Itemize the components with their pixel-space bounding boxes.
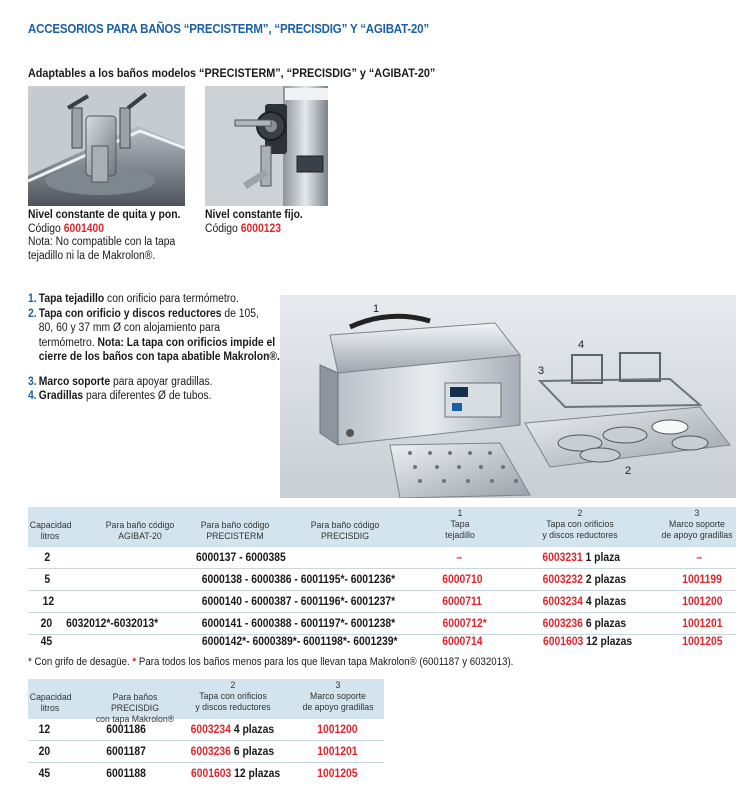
table2-header-marco: 3 Marco soporte de apoyo gradillas bbox=[302, 680, 374, 713]
footnote-part2: Para todos los baños menos para los que llevan tapa Makrolon® (6001187 y 6032013). bbox=[136, 656, 514, 668]
product1-note-line1: Nota: No compatible con la tapa bbox=[28, 236, 176, 248]
table-row bbox=[28, 743, 384, 762]
row-marco: – bbox=[696, 552, 703, 564]
photo-label-3: 3 bbox=[538, 365, 545, 377]
list-item-number: 3. bbox=[28, 375, 37, 388]
table2-header-capacidad: Capacidad litros bbox=[29, 692, 72, 714]
table1-header-marco: 3 Marco soporte de apoyo gradillas bbox=[661, 508, 733, 541]
list-item bbox=[28, 321, 280, 336]
page-subtitle: Adaptables a los baños modelos “PRECISTERM”, “PRECISDIG” y “AGIBAT-20” bbox=[28, 66, 436, 80]
row-marco: 1001205 bbox=[682, 636, 723, 648]
row-marco: 1001200 bbox=[682, 596, 723, 608]
product2-caption bbox=[205, 209, 303, 236]
row-codes: 6000140 - 6000387 - 6001196*- 6001237* bbox=[201, 596, 396, 608]
list-item-number: 2. bbox=[28, 307, 37, 320]
row-plazas: 12 plazas bbox=[234, 768, 281, 780]
row-plazas: 6 plazas bbox=[585, 618, 627, 630]
table-row bbox=[28, 721, 384, 740]
table1-header-agibat: Para baño código AGIBAT-20 bbox=[105, 520, 175, 542]
row-marco: 1001200 bbox=[317, 724, 358, 736]
table1-header-capacidad: Capacidad litros bbox=[29, 520, 72, 542]
list-item bbox=[28, 375, 280, 390]
footnote-star: * bbox=[132, 656, 137, 668]
row-orificios-code: 6001603 bbox=[542, 636, 584, 648]
row-marco: 1001201 bbox=[317, 746, 358, 758]
row-plazas: 2 plazas bbox=[585, 574, 627, 586]
list-item-bold: Gradillas bbox=[38, 390, 84, 402]
row-tapa: – bbox=[456, 552, 463, 564]
row-marco: 1001199 bbox=[682, 574, 722, 586]
list-item bbox=[28, 336, 280, 351]
footnote-part1: * Con grifo de desagüe. bbox=[28, 656, 130, 668]
list-item-number: 4. bbox=[28, 390, 37, 402]
list-item-text: para apoyar gradillas. bbox=[110, 375, 213, 388]
row-code: 6001187 bbox=[106, 746, 146, 758]
product1-code-label: Código bbox=[28, 222, 61, 235]
product2-code-label: Código bbox=[205, 222, 238, 235]
product2-code: 6000123 bbox=[240, 222, 281, 235]
product-photo-fixed-level bbox=[205, 86, 328, 206]
row-tapa: 6000710 bbox=[442, 574, 483, 586]
product1-code: 6001400 bbox=[63, 222, 104, 235]
row-plazas: 12 plazas bbox=[586, 636, 633, 648]
row-capacity: 45 bbox=[40, 636, 53, 648]
table-footnote bbox=[28, 656, 513, 668]
photo-label-2: 2 bbox=[625, 465, 632, 477]
row-plazas: 4 plazas bbox=[233, 724, 275, 736]
bath-accessories-photo bbox=[280, 295, 736, 498]
list-item bbox=[28, 307, 280, 322]
list-item-number bbox=[28, 321, 39, 336]
row-capacity: 12 bbox=[38, 724, 51, 736]
photo-label-4: 4 bbox=[578, 339, 585, 351]
row-plazas: 4 plazas bbox=[585, 596, 627, 608]
table-row bbox=[28, 615, 736, 634]
row-agibat: 6032012*-6032013* bbox=[66, 618, 159, 630]
product2-name: Nivel constante fijo. bbox=[205, 209, 303, 221]
row-tapa: 6000712* bbox=[442, 618, 487, 630]
list-item-bold: cierre de los baños con tapa abatible Makrolon®. bbox=[38, 351, 280, 363]
list-item-number: 1. bbox=[28, 293, 37, 305]
row-orificios-code: 6003236 bbox=[190, 746, 231, 758]
page-title: ACCESORIOS PARA BAÑOS “PRECISTERM”, “PRECISDIG” Y “AGIBAT-20” bbox=[28, 22, 429, 36]
list-item-text: 80, 60 y 37 mm Ø con alojamiento para bbox=[38, 322, 221, 334]
row-orificios-code: 6003232 bbox=[542, 574, 583, 586]
list-item-bold: Tapa tejadillo bbox=[38, 293, 105, 305]
list-item-number bbox=[28, 350, 39, 365]
row-codes: 6000141 - 6000388 - 6001197*- 6001238* bbox=[201, 618, 396, 630]
row-orificios-code: 6003236 bbox=[542, 618, 583, 630]
row-tapa: 6000711 bbox=[442, 596, 482, 608]
table1-header-tapa: 1 Tapa tejadillo bbox=[445, 508, 475, 541]
row-plazas: 1 plaza bbox=[585, 552, 621, 564]
row-capacity: 20 bbox=[40, 618, 53, 630]
list-item-text: para diferentes Ø de tubos. bbox=[83, 390, 212, 402]
list-item bbox=[28, 389, 280, 404]
table2-header-orificios: 2 Tapa con orificios y discos reductores bbox=[195, 680, 271, 713]
list-item-number bbox=[28, 336, 39, 351]
list-item-text: con orificio para termómetro. bbox=[104, 293, 239, 305]
table1-header-precisterm: Para baño código PRECISTERM bbox=[200, 520, 270, 542]
row-capacity: 2 bbox=[44, 552, 51, 564]
row-capacity: 20 bbox=[38, 746, 51, 758]
table-row bbox=[28, 593, 736, 612]
row-plazas: 6 plazas bbox=[233, 746, 275, 758]
product-photo-removable-level bbox=[28, 86, 185, 206]
row-code: 6001188 bbox=[106, 768, 146, 780]
table-row bbox=[28, 571, 736, 590]
table1-header-precisdig: Para baño código PRECISDIG bbox=[310, 520, 380, 542]
row-orificios-code: 6003234 bbox=[542, 596, 583, 608]
row-orificios-code: 6003234 bbox=[190, 724, 231, 736]
photo-label-1: 1 bbox=[373, 303, 380, 315]
table-row bbox=[28, 765, 384, 784]
row-code: 6001186 bbox=[106, 724, 146, 736]
list-item-text: termómetro. bbox=[38, 336, 98, 349]
table2-header-precisdig: Para baños PRECISDIG con tapa Makrolon® bbox=[95, 692, 175, 725]
row-orificios-code: 6003231 bbox=[542, 552, 583, 564]
product1-name: Nivel constante de quita y pon. bbox=[28, 209, 181, 221]
list-item bbox=[28, 350, 280, 365]
list-item bbox=[28, 292, 280, 307]
row-codes: 6000137 - 6000385 bbox=[195, 552, 286, 564]
list-item-bold: Tapa con orificio y discos reductores bbox=[38, 307, 222, 320]
row-codes: 6000138 - 6000386 - 6001195*- 6001236* bbox=[201, 574, 396, 586]
table-row bbox=[28, 633, 736, 652]
table-row bbox=[28, 549, 736, 568]
row-capacity: 5 bbox=[44, 574, 51, 586]
row-capacity: 45 bbox=[38, 768, 51, 780]
accessories-list bbox=[28, 292, 280, 404]
list-item-bold: Marco soporte bbox=[38, 375, 111, 388]
list-item-text: de 105, bbox=[221, 307, 259, 320]
product1-note-line2: tejadillo ni la de Makrolon®. bbox=[28, 249, 156, 262]
row-capacity: 12 bbox=[42, 596, 55, 608]
row-orificios-code: 6001603 bbox=[190, 768, 232, 780]
row-tapa: 6000714 bbox=[442, 636, 483, 648]
row-marco: 1001205 bbox=[317, 768, 358, 780]
table1-header-orificios: 2 Tapa con orificios y discos reductores bbox=[542, 508, 618, 541]
list-item-bold: Nota: La tapa con orificios impide el bbox=[97, 336, 276, 349]
row-marco: 1001201 bbox=[682, 618, 723, 630]
row-codes: 6000142*- 6000389*- 6001198*- 6001239* bbox=[201, 636, 398, 648]
product1-caption bbox=[28, 209, 180, 263]
